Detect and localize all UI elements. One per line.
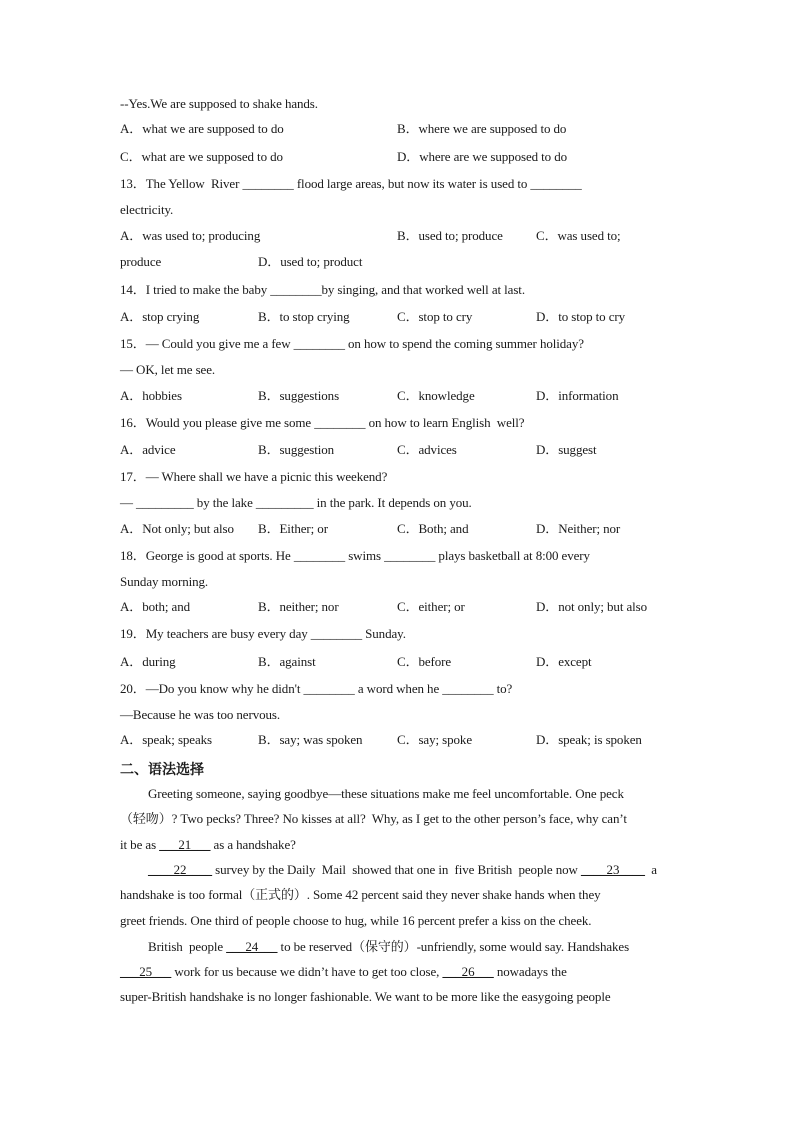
q18-option-c: C．either; or [397,599,465,614]
q17-option-d: D．Neither; nor [536,521,621,536]
q13-option-a: A．was used to; producing [120,228,261,243]
blank-26[interactable]: ___26___ [442,964,494,979]
q12-option-c: C．what are we supposed to do [120,149,283,164]
q13-option-b: B．used to; produce [397,228,503,243]
q13-stem-cont: electricity. [120,202,174,217]
q18-option-d: D．not only; but also [536,599,648,614]
q16-option-a: A．advice [120,442,176,457]
q17-reply: — _________ by the lake _________ in the park. It depends on you. [120,495,472,510]
q16-option-b: B．suggestion [258,442,335,457]
q15-stem: 15．— Could you give me a few ________ on how to spend the coming summer holiday? [120,336,584,351]
q19-option-a: A．during [120,654,176,669]
q16-option-d: D．suggest [536,442,597,457]
passage-text: British people [148,939,227,954]
q14-option-b: B．to stop crying [258,309,350,324]
q20-option-a: A．speak; speaks [120,732,213,747]
q14-stem: 14．I tried to make the baby ________by singing, and that worked well at last. [120,282,525,297]
q13-option-c-cont: produce [120,254,162,269]
passage-text: nowadays the [493,964,567,979]
blank-21[interactable]: ___21___ [159,837,211,852]
passage-text: work for us because we didn’t have to get too close, [171,964,443,979]
passage-line [120,964,676,980]
q20-stem: 20．—Do you know why he didn't ________ a word when he ________ to? [120,681,513,696]
q13-stem: 13．The Yellow River ________ flood large areas, but now its water is used to ________ [120,176,582,191]
q15-option-b: B．suggestions [258,388,340,403]
passage-line: handshake is too formal（正式的）. Some 42 percent said they never shake hands when they [120,887,601,902]
passage-line: super-British handshake is no longer fashionable. We want to be more like the easygoing people [120,989,611,1004]
q20-option-c: C．say; spoke [397,732,472,747]
q13-option-c: C．was used to; [536,228,621,243]
q17-option-b: B．Either; or [258,521,328,536]
q14-option-a: A．stop crying [120,309,200,324]
passage-text: a [644,862,657,877]
q13-option-d: D．used to; product [258,254,363,269]
q12-option-b: B．where we are supposed to do [397,121,567,136]
blank-22[interactable]: ____22____ [148,862,213,877]
q18-stem: 18．George is good at sports. He ________ swims ________ plays basketball at 8:00 every [120,548,590,563]
q12-response: --Yes.We are supposed to shake hands. [120,96,318,111]
passage-line [120,837,676,853]
q19-option-c: C．before [397,654,452,669]
passage-text: it be as [120,837,160,852]
q17-option-c: C．Both; and [397,521,469,536]
section-heading: 二、语法选择 [120,762,204,778]
q16-option-c: C．advices [397,442,457,457]
q19-stem: 19．My teachers are busy every day ________ Sunday. [120,626,406,641]
q15-reply: — OK, let me see. [120,362,216,377]
passage-line [148,939,676,955]
q18-option-b: B．neither; nor [258,599,339,614]
q15-option-d: D．information [536,388,619,403]
q15-option-a: A．hobbies [120,388,182,403]
blank-25[interactable]: ___25___ [120,964,172,979]
q20-reply: —Because he was too nervous. [120,707,281,722]
passage-line: Greeting someone, saying goodbye—these situations make me feel uncomfortable. One peck [148,786,624,801]
q19-option-b: B．against [258,654,316,669]
q20-option-b: B．say; was spoken [258,732,363,747]
passage-text: as a handshake? [210,837,296,852]
q17-stem: 17．— Where shall we have a picnic this weekend? [120,469,388,484]
passage-line: （轻吻）? Two pecks? Three? No kisses at all? Why, as I get to the other person’s face, why can’t [120,811,627,826]
q18-stem-cont: Sunday morning. [120,574,209,589]
passage-text: to be reserved（保守的）-unfriendly, some would say. Handshakes [277,939,630,954]
q17-option-a: A．Not only; but also [120,521,234,536]
q15-option-c: C．knowledge [397,388,475,403]
passage-text: survey by the Daily Mail showed that one in five British people now [212,862,581,877]
q14-option-d: D．to stop to cry [536,309,626,324]
q14-option-c: C．stop to cry [397,309,473,324]
q16-stem: 16．Would you please give me some ________ on how to learn English well? [120,415,525,430]
blank-23[interactable]: ____23____ [580,862,645,877]
passage-line [148,862,676,878]
q18-option-a: A．both; and [120,599,191,614]
blank-24[interactable]: ___24___ [226,939,278,954]
q19-option-d: D．except [536,654,592,669]
q20-option-d: D．speak; is spoken [536,732,642,747]
q12-option-d: D．where are we supposed to do [397,149,568,164]
q12-option-a: A．what we are supposed to do [120,121,284,136]
passage-line: greet friends. One third of people choose to hug, while 16 percent prefer a kiss on the cheek. [120,913,592,928]
